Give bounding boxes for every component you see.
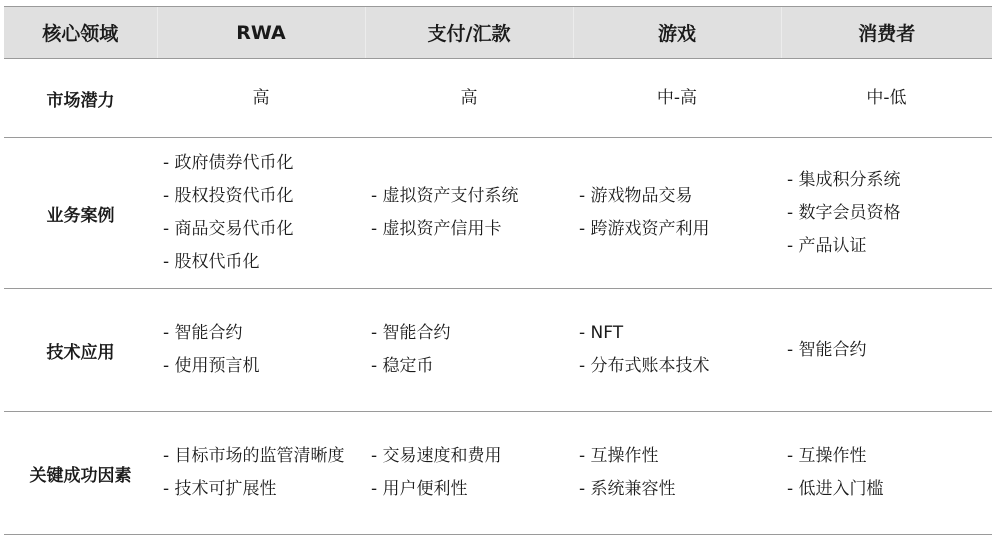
table-cell [157, 59, 365, 138]
row-label-tech-application: 技术应用 [4, 289, 157, 412]
table-cell [781, 138, 992, 289]
table-cell [157, 289, 365, 412]
list-item: - 政府债券代币化 [163, 153, 294, 173]
row-label-business-cases: 业务案例 [4, 138, 157, 289]
row-label-key-success-factors: 关键成功因素 [4, 412, 157, 535]
table-cell [365, 412, 573, 535]
table-cell [781, 289, 992, 412]
list-item: - 用户便利性 [371, 479, 468, 499]
cell-value: 高 [460, 87, 478, 108]
list-item: - 产品认证 [787, 235, 867, 256]
cell-value: 高 [252, 87, 270, 108]
table-cell [365, 138, 573, 289]
list-item: - 技术可扩展性 [163, 479, 277, 499]
list-item: - 游戏物品交易 [579, 186, 693, 206]
header-rwa: RWA [157, 7, 365, 59]
list-item: - 集成积分系统 [787, 169, 901, 190]
table-cell [573, 138, 781, 289]
list-item: - 跨游戏资产利用 [579, 219, 710, 239]
list-item: - 智能合约 [371, 323, 451, 343]
table-row [4, 59, 992, 138]
list-item: - 虚拟资产支付系统 [371, 186, 519, 206]
cell-value: 中-低 [866, 87, 907, 108]
list-item: - 稳定币 [371, 356, 434, 376]
list-item: - 系统兼容性 [579, 479, 676, 499]
list-item: - 分布式账本技术 [579, 356, 710, 376]
table-row [4, 289, 992, 412]
table-cell [365, 289, 573, 412]
list-item: - 互操作性 [787, 446, 867, 466]
table-row [4, 412, 992, 535]
table-cell [157, 138, 365, 289]
list-item: - 虚拟资产信用卡 [371, 219, 502, 239]
list-item: - 低进入门槛 [787, 479, 884, 499]
comparison-table [4, 6, 992, 535]
list-item: - 使用预言机 [163, 356, 260, 376]
list-item: - 智能合约 [163, 323, 243, 343]
list-item: - 交易速度和费用 [371, 446, 502, 466]
table-row [4, 138, 992, 289]
table-cell [781, 412, 992, 535]
table-cell [573, 412, 781, 535]
list-item: - 商品交易代币化 [163, 219, 294, 239]
table-cell [573, 59, 781, 138]
table-cell [573, 289, 781, 412]
table-cell [365, 59, 573, 138]
list-item: - 智能合约 [787, 339, 867, 360]
table-cell [781, 59, 992, 138]
header-core-domain: 核心领域 [4, 7, 157, 59]
cell-value: 中-高 [656, 87, 698, 108]
list-item: - 目标市场的监管清晰度 [163, 446, 345, 466]
table-cell [157, 412, 365, 535]
list-item: - 数字会员资格 [787, 202, 901, 223]
header-consumer: 消费者 [781, 7, 992, 59]
row-label-market-potential: 市场潜力 [4, 59, 157, 138]
header-row [4, 7, 992, 59]
list-item: - NFT [579, 323, 624, 343]
list-item: - 股权投资代币化 [163, 186, 294, 206]
list-item: - 股权代币化 [163, 252, 260, 272]
list-item: - 互操作性 [579, 446, 659, 466]
header-payment: 支付/汇款 [365, 7, 573, 59]
header-gaming: 游戏 [573, 7, 781, 59]
